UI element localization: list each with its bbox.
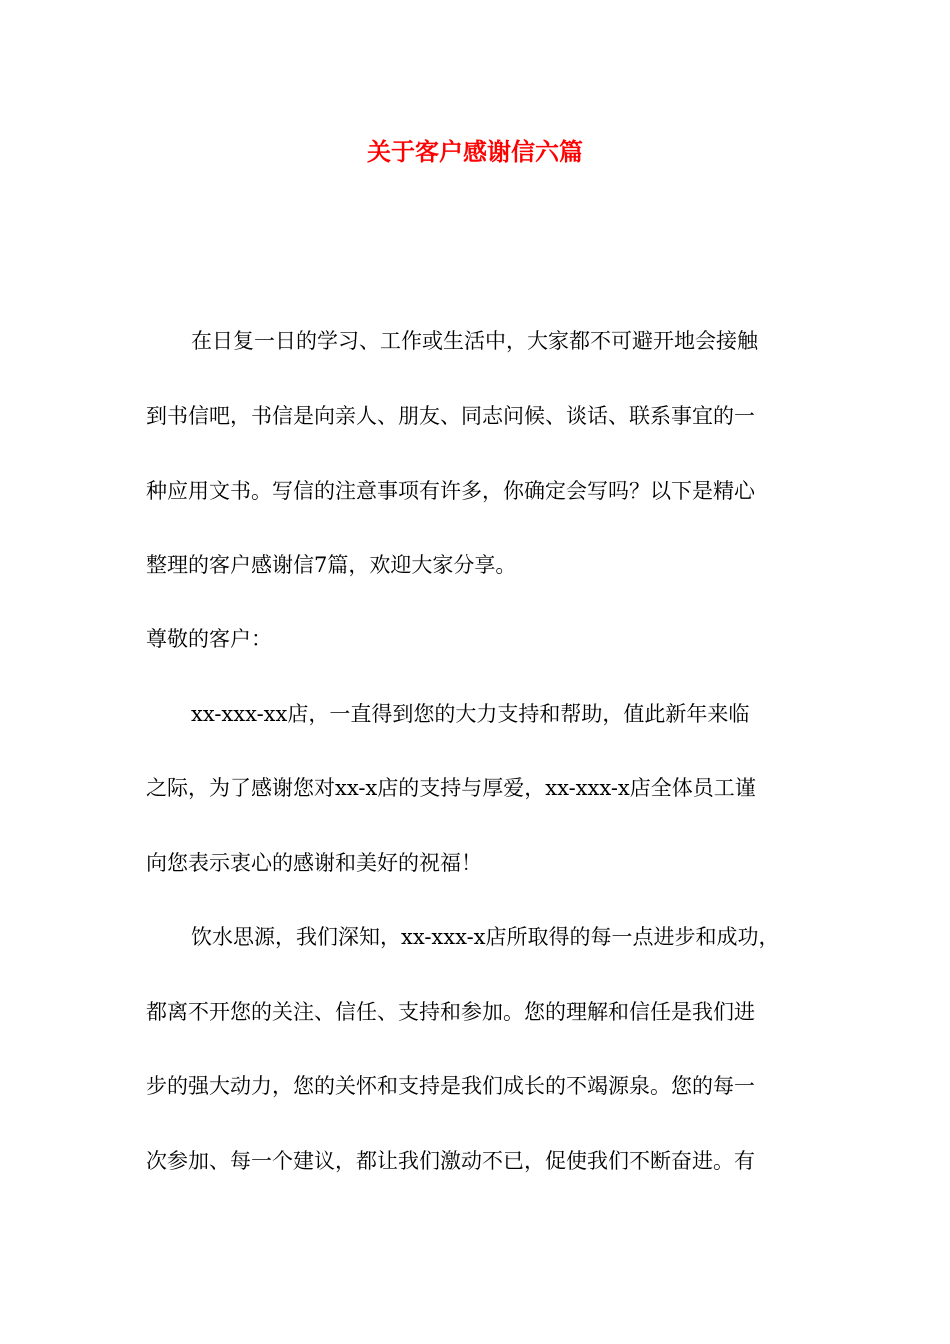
salutation-line: 尊敬的客户： bbox=[146, 627, 272, 651]
paragraph-line: 种应用文书。写信的注意事项有许多，你确定会写吗？以下是精心 bbox=[146, 479, 755, 503]
paragraph-line: 到书信吧，书信是向亲人、朋友、同志问候、谈话、联系事宜的一 bbox=[146, 404, 755, 428]
paragraph-line: 在日复一日的学习、工作或生活中，大家都不可避开地会接触 bbox=[191, 329, 758, 353]
paragraph-line: 饮水思源，我们深知，xx-xxx-x店所取得的每一点进步和成功， bbox=[191, 925, 780, 949]
paragraph-line: 向您表示衷心的感谢和美好的祝福！ bbox=[146, 851, 482, 875]
paragraph-line: 之际，为了感谢您对xx-x店的支持与厚爱，xx-xxx-x店全体员工谨 bbox=[146, 776, 756, 800]
paragraph-line: 次参加、每一个建议，都让我们激动不已，促使我们不断奋进。有 bbox=[146, 1149, 755, 1173]
paragraph-line: 都离不开您的关注、信任、支持和参加。您的理解和信任是我们进 bbox=[146, 1000, 755, 1024]
paragraph-line: 整理的客户感谢信7篇，欢迎大家分享。 bbox=[146, 553, 517, 577]
document-title: 关于客户感谢信六篇 bbox=[367, 137, 583, 166]
paragraph-line: xx-xxx-xx店，一直得到您的大力支持和帮助，值此新年来临 bbox=[191, 702, 750, 726]
paragraph-line: 步的强大动力，您的关怀和支持是我们成长的不竭源泉。您的每一 bbox=[146, 1074, 755, 1098]
